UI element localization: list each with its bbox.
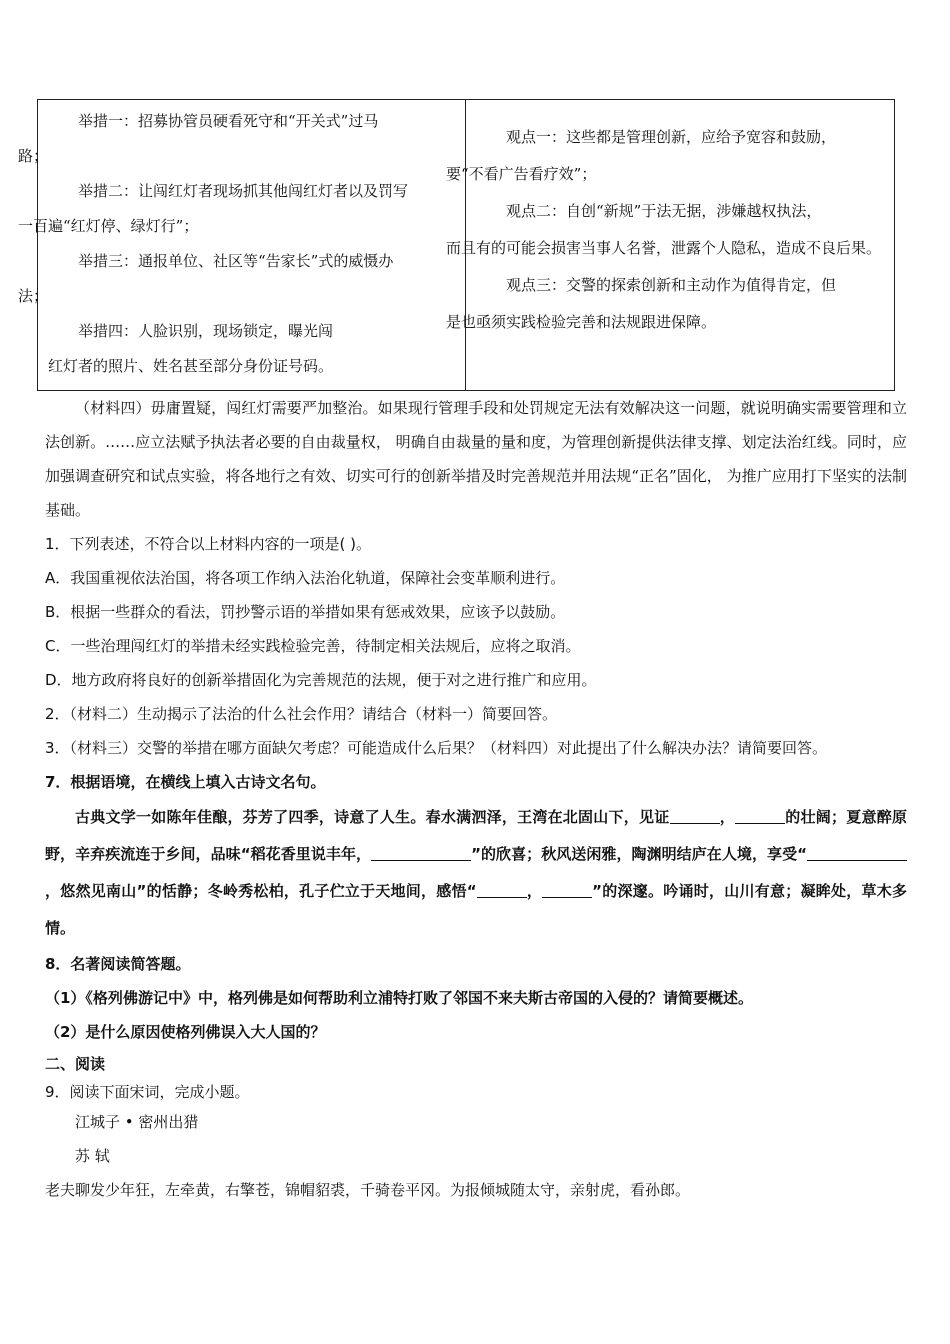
question-8-sub-2: （2）是什么原因使格列佛误入大人国的？: [45, 1023, 326, 1041]
question-1-option-c: C．一些治理闯红灯的举措未经实践检验完善，待制定相关法规后，应将之取消。: [45, 637, 581, 655]
measure-1: 举措一：招募协管员硬看死守和“开关式”过马 路；: [18, 112, 379, 165]
poem-title: 江城子 • 密州出猎: [75, 1113, 199, 1131]
question-8-title: 8．名著阅读简答题。: [45, 955, 191, 973]
viewpoint-2: 观点二：自创“新规”于法无据，涉嫌越权执法， 而且有的可能会损害当事人名誉，泄露个人隐私，造成不良后果。: [446, 202, 882, 257]
question-7-title: 7．根据语境，在横线上填入古诗文名句。: [45, 773, 326, 791]
viewpoint-1: 观点一：这些都是管理创新，应给予宽容和鼓励， 要“不看广告看疗效”；: [446, 128, 837, 183]
question-8-sub-1: （1）《格列佛游记中》中，格列佛是如何帮助利立浦特打败了邻国不来夫斯古帝国的入侵的？请简要概述。: [45, 989, 753, 1007]
answer-blank-6[interactable]: [542, 881, 592, 898]
question-1-stem: 1．下列表述，不符合以上材料内容的一项是( )。: [45, 535, 372, 553]
answer-blank-5[interactable]: [477, 881, 527, 898]
viewpoints-cell: [446, 100, 894, 390]
material-4: （材料四）毋庸置疑，闯红灯需要严加整治。如果现行管理手段和处罚规定无法有效解决这一问题，就说明确实需要管理和立法创新。……应立法赋予执法者必要的自由裁量权， 明确自由裁量的量和度，为管理创新提供法律支撑、划定法治红线。同时，应加强调查研究和试点实验，将各地行之有效、切实可行的创新举措及时完善规范并用法规“正名”固化， 为推广应用打下坚实的法制基础。: [45, 399, 907, 519]
materials-table: [18, 99, 895, 391]
answer-blank-3[interactable]: [371, 844, 471, 861]
content: [45, 391, 907, 1207]
measures-cell: [18, 100, 466, 390]
answer-blank-4[interactable]: [807, 844, 907, 861]
answer-blank-1[interactable]: [670, 807, 720, 824]
question-2: 2．（材料二）生动揭示了法治的什么社会作用？请结合（材料一）简要回答。: [45, 705, 558, 723]
question-1-option-d: D．地方政府将良好的创新举措固化为完善规范的法规，便于对之进行推广和应用。: [45, 671, 597, 689]
poem-line-1: 老夫聊发少年狂，左牵黄，右擎苍，锦帽貂裘，千骑卷平冈。为报倾城随太守，亲射虎，看孙郎。: [45, 1181, 691, 1199]
viewpoint-3: 观点三：交警的探索创新和主动作为值得肯定，但 是也亟须实践检验完善和法规跟进保障。: [446, 276, 837, 331]
answer-blank-2[interactable]: [735, 807, 785, 824]
poem-author: 苏 轼: [75, 1147, 110, 1165]
section-2-heading: 二、阅读: [45, 1055, 106, 1073]
question-1-option-a: A．我国重视依法治国，将各项工作纳入法治化轨道，保障社会变革顺利进行。: [45, 569, 566, 587]
measure-3: 举措三：通报单位、社区等“告家长”式的威慑办 法；: [18, 252, 394, 305]
measure-4: 举措四：人脸识别，现场锁定，曝光闯 红灯者的照片、姓名甚至部分身份证号码。: [48, 322, 334, 375]
question-1-option-b: B．根据一些群众的看法，罚抄警示语的举措如果有惩戒效果，应该予以鼓励。: [45, 603, 566, 621]
question-9-stem: 9．阅读下面宋词，完成小题。: [45, 1083, 250, 1101]
question-7-passage: 古典文学一如陈年佳酿，芬芳了四季，诗意了人生。春水满泗泽，王湾在北固山下，见证 ， 的壮阔；夏意醉原野，辛弃疾流连于乡间，品味“稻花香里说丰年， ”的欣喜；秋风送闲雅，陶渊明结庐在人境，享受“，悠然见南山”的恬静；冬岭秀松柏，孔子伫立于天地间，感悟“ ， ”的深邃。吟诵时，山川有意；凝眸处，草木多情。: [45, 808, 907, 937]
measure-2: 举措二：让闯红灯者现场抓其他闯红灯者以及罚写 一百遍“红灯停、绿灯行”；: [18, 182, 409, 235]
question-3: 3．（材料三）交警的举措在哪方面缺欠考虑？可能造成什么后果？（材料四）对此提出了什么解决办法？请简要回答。: [45, 739, 828, 757]
